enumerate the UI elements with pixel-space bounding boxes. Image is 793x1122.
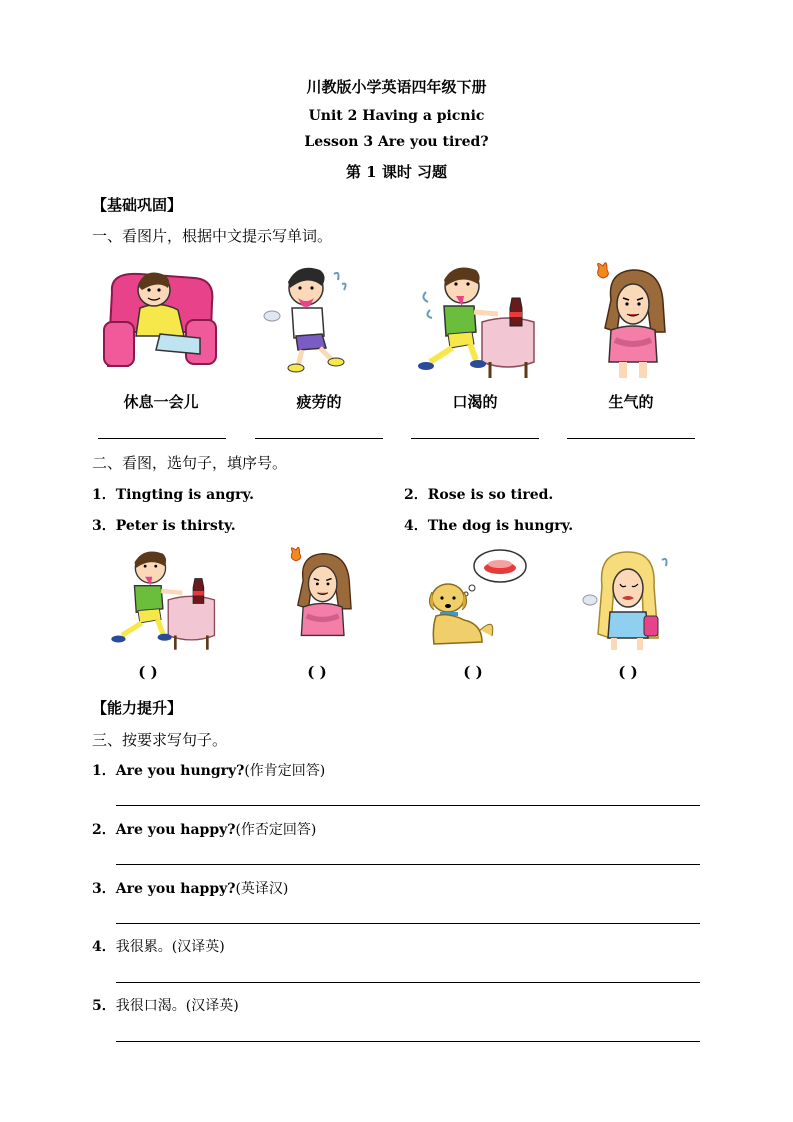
caption-tired: 疲劳的 (296, 393, 342, 411)
part1-instruction: 一、看图片，根据中文提示写单词。 (92, 227, 333, 245)
question-text: Are you happy? (115, 822, 236, 838)
option-3: 3．Peter is thirsty. (92, 518, 236, 534)
question-5 (92, 995, 239, 1015)
answer-line-4[interactable] (116, 982, 700, 983)
question-2 (92, 819, 316, 839)
question-3 (92, 878, 288, 898)
caption-thirsty: 口渴的 (452, 393, 498, 411)
section-basic-heading: 【基础巩固】 (92, 196, 183, 214)
caption-angry: 生气的 (608, 393, 654, 411)
part3-instruction: 三、按要求写句子。 (92, 731, 228, 749)
answer-line-2[interactable] (116, 864, 700, 865)
answer-line-1[interactable] (116, 805, 700, 806)
question-instruction: (作否定回答) (235, 822, 317, 838)
question-number: 3． (92, 881, 116, 897)
lesson-title: Lesson 3 Are you tired? (304, 134, 489, 150)
question-instruction: (英译汉) (235, 881, 289, 897)
unit-title: Unit 2 Having a picnic (308, 108, 485, 124)
angry-girl-picture-2 (280, 546, 360, 652)
answer-bracket-2[interactable]: ( ) (307, 663, 327, 681)
answer-line-3[interactable] (116, 923, 700, 924)
question-4 (92, 936, 225, 956)
question-number: 2． (92, 822, 116, 838)
option-2: 2．Rose is so tired. (404, 487, 554, 503)
boy-resting-in-armchair-picture (100, 262, 220, 374)
question-number: 5． (92, 998, 116, 1014)
question-text: Are you happy? (115, 881, 236, 897)
section-advance-heading: 【能力提升】 (92, 699, 183, 717)
answer-bracket-1[interactable]: ( ) (138, 663, 158, 681)
question-instruction: (汉译英) (171, 939, 225, 955)
answer-blank-2[interactable] (255, 438, 383, 439)
answer-blank-3[interactable] (411, 438, 539, 439)
part2-instruction: 二、看图，选句子，填序号。 (92, 454, 288, 472)
thirsty-boy-picture (106, 546, 218, 652)
question-instruction: (作肯定回答) (244, 763, 326, 779)
question-instruction: (汉译英) (185, 998, 239, 1014)
worksheet-title: 川教版小学英语四年级下册 (306, 78, 487, 96)
option-1: 1．Tingting is angry. (92, 487, 254, 503)
answer-bracket-3[interactable]: ( ) (463, 663, 483, 681)
answer-blank-1[interactable] (98, 438, 226, 439)
hungry-dog-picture (420, 546, 532, 650)
option-4: 4．The dog is hungry. (404, 518, 574, 534)
answer-line-5[interactable] (116, 1041, 700, 1042)
question-text: Are you hungry? (115, 763, 245, 779)
angry-girl-picture (585, 262, 675, 380)
question-number: 1． (92, 763, 116, 779)
tired-girl-picture (580, 546, 676, 652)
period-title: 第 1 课时 习题 (345, 163, 448, 181)
answer-bracket-4[interactable]: ( ) (618, 663, 638, 681)
question-text: 我很口渴。 (115, 998, 186, 1014)
question-number: 4． (92, 939, 116, 955)
question-text: 我很累。 (115, 939, 172, 955)
answer-blank-4[interactable] (567, 438, 695, 439)
thirsty-boy-with-cola-picture (412, 262, 538, 380)
question-1 (92, 760, 325, 780)
tired-boy-running-picture (262, 262, 352, 374)
caption-rest: 休息一会儿 (123, 393, 199, 411)
